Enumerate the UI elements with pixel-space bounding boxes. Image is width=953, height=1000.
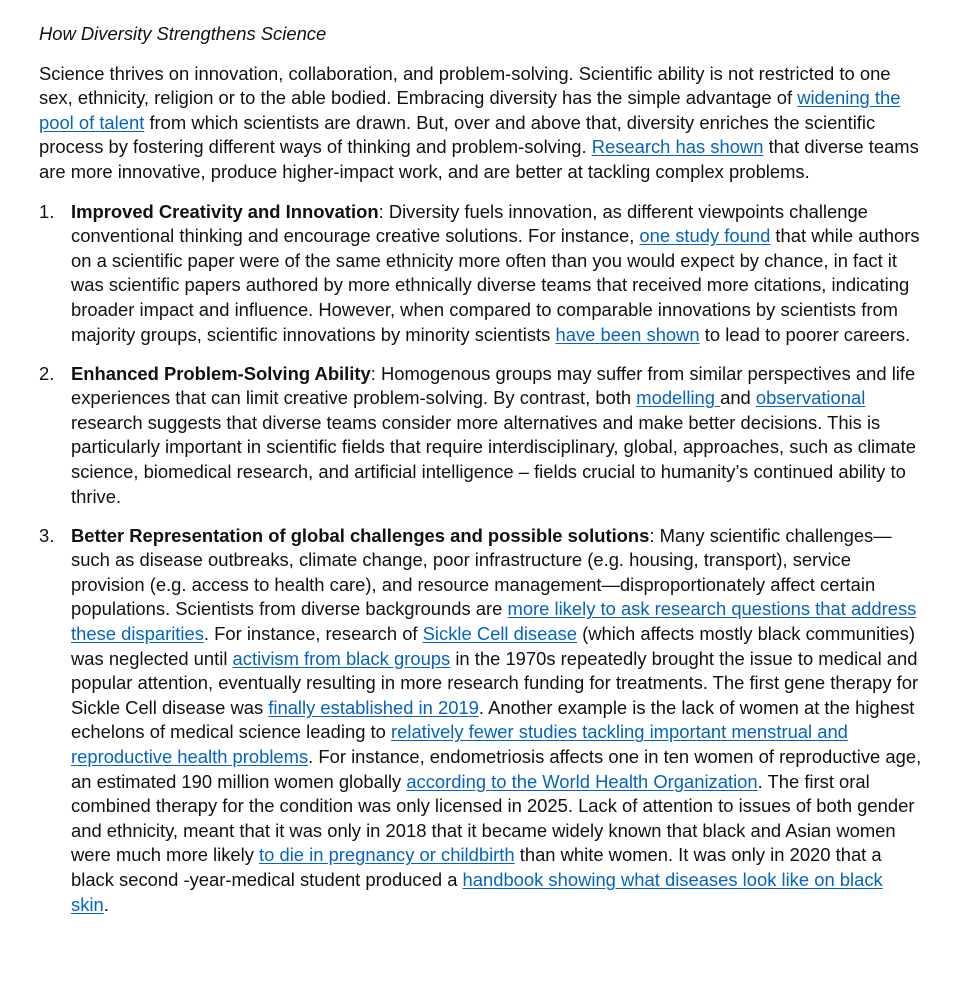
list-item-body [71, 363, 916, 507]
list-item-heading: Improved Creativity and Innovation [71, 200, 379, 222]
list-item [39, 362, 923, 510]
body-text: Science thrives on innovation, collaboration, and problem-solving. Scientific ability is not restricted to one sex, ethnicity, religion or to the able bodied. Embracing diversity has the simple advantage of [39, 62, 891, 109]
inline-link[interactable]: activism from black groups [232, 647, 451, 669]
body-text: . Another example is the lack of women at the highest echelons of medical science leading to [71, 696, 915, 743]
inline-link[interactable]: modelling [636, 387, 721, 409]
inline-link[interactable]: widening the pool of talent [39, 87, 901, 133]
body-text: : Homogenous groups may suffer from similar perspectives and life experiences that can limit creative problem-solving. By contrast, both [71, 362, 916, 409]
body-text: that diverse teams are more innovative, produce higher-impact work, and are better at tackling complex problems. [39, 136, 919, 182]
list-number: 3. [39, 524, 55, 546]
body-text: : Many scientific challenges—such as disease outbreaks, climate change, poor infrastructure (e.g. housing, transport), service provision (e.g. access to health care), and resource management—disproportionately affect certain populations. Scientists from diverse backgrounds are [71, 524, 892, 620]
inline-link[interactable]: have been shown [555, 323, 700, 345]
inline-link[interactable]: finally established in 2019 [268, 696, 479, 718]
body-text: . The first oral combined therapy for the condition was only licensed in 2025. Lack of attention to issues of both gender and ethnicity, meant that it was only in 2018 that it became widely known that black and Asian women were much more likely [71, 770, 915, 866]
list-number: 1. [39, 200, 55, 222]
inline-link[interactable]: Sickle Cell disease [422, 623, 578, 645]
document-title: How Diversity Strengthens Science [39, 23, 327, 44]
list-item-body [71, 201, 920, 345]
points-list [39, 200, 923, 918]
body-text: (which affects mostly black communities) was neglected until [71, 623, 915, 669]
list-number: 2. [39, 362, 55, 384]
list-item [39, 524, 923, 918]
body-text: : Diversity fuels innovation, as different viewpoints challenge conventional thinking and encourage creative solutions. For instance, [71, 200, 868, 247]
list-item-heading: Better Representation of global challenges and possible solutions [71, 524, 650, 546]
list-item [39, 200, 923, 348]
body-text: than white women. It was only in 2020 that a black second -year-medical student produced a [71, 844, 882, 890]
body-text: in the 1970s repeatedly brought the issue to medical and popular attention, eventually resulting in more research funding for treatments. The first gene therapy for Sickle Cell disease was [71, 647, 919, 718]
body-text: . For instance, endometriosis affects one in ten women of reproductive age, an estimated 190 million women globally [71, 746, 922, 792]
inline-link[interactable]: relatively fewer studies tackling important menstrual and reproductive health problems [71, 721, 848, 768]
body-text: to lead to poorer careers. [699, 323, 911, 345]
body-text: that while authors on a scientific paper were of the same ethnicity more often than you would expect by chance, in fact it was scientific papers authored by more ethnically diverse teams that received more citations, indicating broader impact and influence. However, when compared to comparable innovations by scientists from majority groups, scientific innovations by minority scientists [71, 225, 920, 345]
inline-link[interactable]: observational [755, 387, 866, 409]
list-item-heading: Enhanced Problem-Solving Ability [71, 362, 371, 384]
inline-link[interactable]: according to the World Health Organization [406, 770, 758, 792]
body-text: . [103, 893, 109, 915]
inline-link[interactable]: one study found [639, 225, 771, 247]
intro-paragraph [39, 62, 923, 185]
inline-link[interactable]: more likely to ask research questions that address these disparities [71, 598, 917, 645]
inline-link[interactable]: handbook showing what diseases look like on black skin [71, 869, 883, 915]
body-text: research suggests that diverse teams consider more alternatives and make better decisions. This is particularly important in scientific fields that require interdisciplinary, global, approaches, such as climate science, biomedical research, and artificial intelligence – fields crucial to humanity’s continued ability to thrive. [71, 411, 916, 507]
inline-link[interactable]: Research has shown [591, 136, 764, 158]
body-text: from which scientists are drawn. But, over and above that, diversity enriches the scientific process by fostering different ways of thinking and problem-solving. [39, 111, 876, 158]
list-item-body [71, 525, 921, 915]
inline-link[interactable]: to die in pregnancy or childbirth [259, 844, 515, 866]
body-text: and [720, 387, 756, 409]
body-text: . For instance, research of [203, 623, 423, 645]
